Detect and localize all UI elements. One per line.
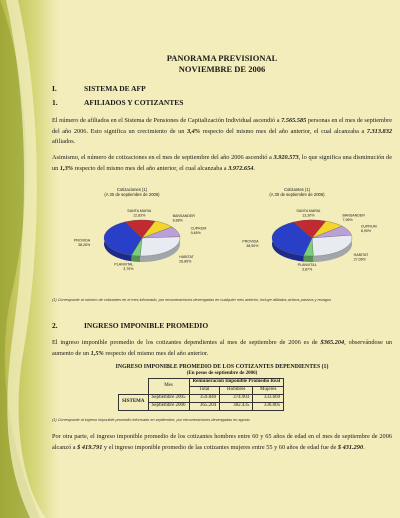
section-title: INGRESO IMPONIBLE PROMEDIO	[84, 321, 209, 330]
chart-2-title	[237, 187, 357, 197]
text-run: respecto del mismo mes del año anterior, el cual alcanzaba a	[200, 127, 367, 135]
paragraph-cotizaciones	[52, 153, 392, 174]
chart-2-title-text: Cotizantes (1)	[283, 187, 311, 192]
table-row	[119, 395, 284, 403]
value-afiliados: 7.565.585	[281, 117, 307, 124]
table-header-total: Total	[189, 387, 220, 395]
title-line-2: NOVIEMBRE DE 2006	[178, 64, 266, 74]
pie-label-habitat: HABITAT	[179, 254, 194, 259]
section-heading-2	[52, 321, 208, 330]
chart-1-title-text: Cotizaciones (1)	[116, 187, 148, 192]
value-afiliados-anterior: 7.313.832	[366, 127, 392, 135]
table-cell-mes: Septiembre 2006	[148, 403, 189, 411]
pie-label-cuprum: CUPRUM	[190, 226, 207, 231]
text-run: El número de afiliados en el Sistema de Pensiones de Capitalización Individual ascendió a	[52, 117, 282, 124]
table-title-text: INGRESO IMPONIBLE PROMEDIO DE LOS COTIZANTES DEPENDIENTES (1)	[115, 364, 329, 370]
pie-value-cuprum: 8,90%	[360, 228, 372, 233]
table-empty-corner	[119, 379, 149, 395]
ingreso-table	[118, 378, 284, 411]
chart-1-title	[72, 187, 192, 197]
pie-value-bansander: 7,96%	[342, 218, 353, 223]
text-run: Asimismo, el número de cotizaciones en el mes de septiembre del año 2006 ascendió a	[52, 154, 274, 161]
paragraph-afiliados	[52, 116, 392, 148]
value-cotizaciones-anterior: 3.972.654	[228, 164, 254, 172]
pie-label-santa-maria: SANTA MARIA	[296, 209, 321, 214]
pie-side-planvital	[131, 255, 140, 262]
table-cell: 333.669	[253, 395, 284, 403]
text-run: Por otra parte, el ingreso imponible promedio de los cotizantes hombres entre 60 y 65 años de edad en el mes de septiembre de 2006 alcanzó a	[52, 433, 392, 451]
pie-value-santa-maria: 13,30%	[302, 213, 315, 218]
document-page	[52, 0, 392, 518]
pie-chart-cotizantes	[237, 200, 392, 280]
text-run: .	[363, 443, 365, 451]
value-ingreso: $365.204	[320, 339, 345, 346]
text-run: afiliados.	[52, 138, 76, 145]
text-run: respecto del mismo mes del año anterior.	[103, 349, 209, 357]
table-cell: 365.204	[189, 403, 220, 411]
text-run: personas en el mes de septiembre del año 2006. Esto significa un crecimiento de un	[52, 117, 392, 135]
subsection-number: 1.	[52, 98, 58, 107]
text-run: .	[253, 164, 255, 172]
section-number: 2.	[52, 321, 58, 330]
table-footnote: (1) Corresponde al ingreso imponible promedio informado en septiembre, por remuneraciones devengadas en agosto	[52, 418, 250, 422]
pie-chart-cotizaciones	[72, 200, 212, 280]
pie-label-santa-maria: SANTA MARIA	[127, 209, 152, 214]
value-disminucion: 1,3%	[59, 164, 73, 172]
section-heading-1	[52, 84, 146, 93]
table-cell-mes: Septiembre 2005	[148, 395, 189, 403]
value-hombres: $ 419.791	[77, 443, 103, 451]
table-header-hombres: Hombres	[220, 387, 253, 395]
decorative-side-band	[0, 0, 58, 518]
value-crecimiento: 3,4%	[186, 127, 201, 135]
pie-value-planvital: 3,87%	[302, 267, 313, 272]
pie-value-santa-maria: 12,83%	[133, 213, 146, 218]
pie-label-provida: PROVIDA	[242, 239, 259, 244]
text-run: El ingreso imponible promedio de los cotizantes dependientes al mes de septiembre de 2006 es de	[52, 339, 321, 346]
page-title	[52, 53, 392, 75]
title-line-1: PANORAMA PREVISIONAL	[166, 53, 278, 63]
section-number: I.	[52, 84, 57, 93]
pie-label-cuprum: CUPRUM	[360, 224, 377, 229]
pie-label-planvital: PLANVITAL	[297, 262, 317, 267]
subsection-heading-1	[52, 98, 183, 107]
pie-label-provida: PROVIDA	[74, 238, 91, 243]
pie-value-habitat: 27,06%	[353, 257, 366, 262]
table-row-label: SISTEMA	[119, 395, 149, 411]
table-group-header: Remuneración Imponible Promedio Real	[189, 379, 284, 387]
pie-label-habitat: HABITAT	[353, 253, 369, 258]
table-cell: 359.840	[189, 395, 220, 403]
pie-value-planvital: 3,75%	[123, 267, 134, 272]
section-title: SISTEMA DE AFP	[84, 84, 146, 93]
charts-footnote: (1) Corresponde al número de cotizantes en el mes informado, por remuneraciones devengadas en cualquier mes anterior, incluye afiliados activos pasivos y rezagos	[52, 298, 332, 302]
text-run: , lo que significa una disminución de un	[52, 154, 392, 172]
table-cell: 382.435	[220, 403, 253, 411]
pie-side-planvital	[304, 256, 314, 262]
pie-value-cuprum: 9,48%	[190, 230, 201, 235]
pie-value-bansander: 8,88%	[172, 218, 183, 223]
pie-value-provida: 38,90%	[246, 244, 259, 249]
chart-1-subtitle: (A 30 de septiembre de 2006)	[104, 192, 160, 197]
text-run: y el ingreso imponible promedio de las cotizantes mujeres entre 55 y 60 años de edad fue de	[102, 443, 338, 451]
table-title	[52, 364, 392, 371]
value-aumento: 1,5%	[90, 349, 104, 357]
paragraph-edad	[52, 432, 392, 453]
table-cell: 374.903	[220, 395, 253, 403]
chart-2-subtitle: (A 30 de septiembre de 2006)	[269, 192, 325, 197]
table-header-mes: Mes	[148, 379, 189, 395]
text-run: , observándose un aumento de un	[52, 339, 392, 357]
pie-label-bansander: BANSANDER	[342, 213, 365, 218]
value-mujeres: $ 431.290	[337, 443, 364, 451]
table-subtitle: (En pesos de septiembre de 2006)	[186, 371, 258, 376]
pie-label-bansander: BANSANDER	[172, 214, 195, 219]
table-header-mujeres: Mujeres	[253, 387, 284, 395]
table-cell: 336.005	[253, 403, 284, 411]
pie-label-planvital: PLANVITAL	[114, 262, 134, 267]
pie-value-provida: 38,26%	[77, 242, 91, 247]
value-cotizaciones: 3.920.573	[273, 154, 299, 161]
paragraph-ingreso	[52, 338, 392, 359]
subsection-title: AFILIADOS Y COTIZANTES	[84, 98, 184, 107]
pie-value-habitat: 26,85%	[179, 259, 192, 264]
text-run: respecto del mismo mes del año anterior, el cual alcanzaba a	[73, 164, 229, 172]
